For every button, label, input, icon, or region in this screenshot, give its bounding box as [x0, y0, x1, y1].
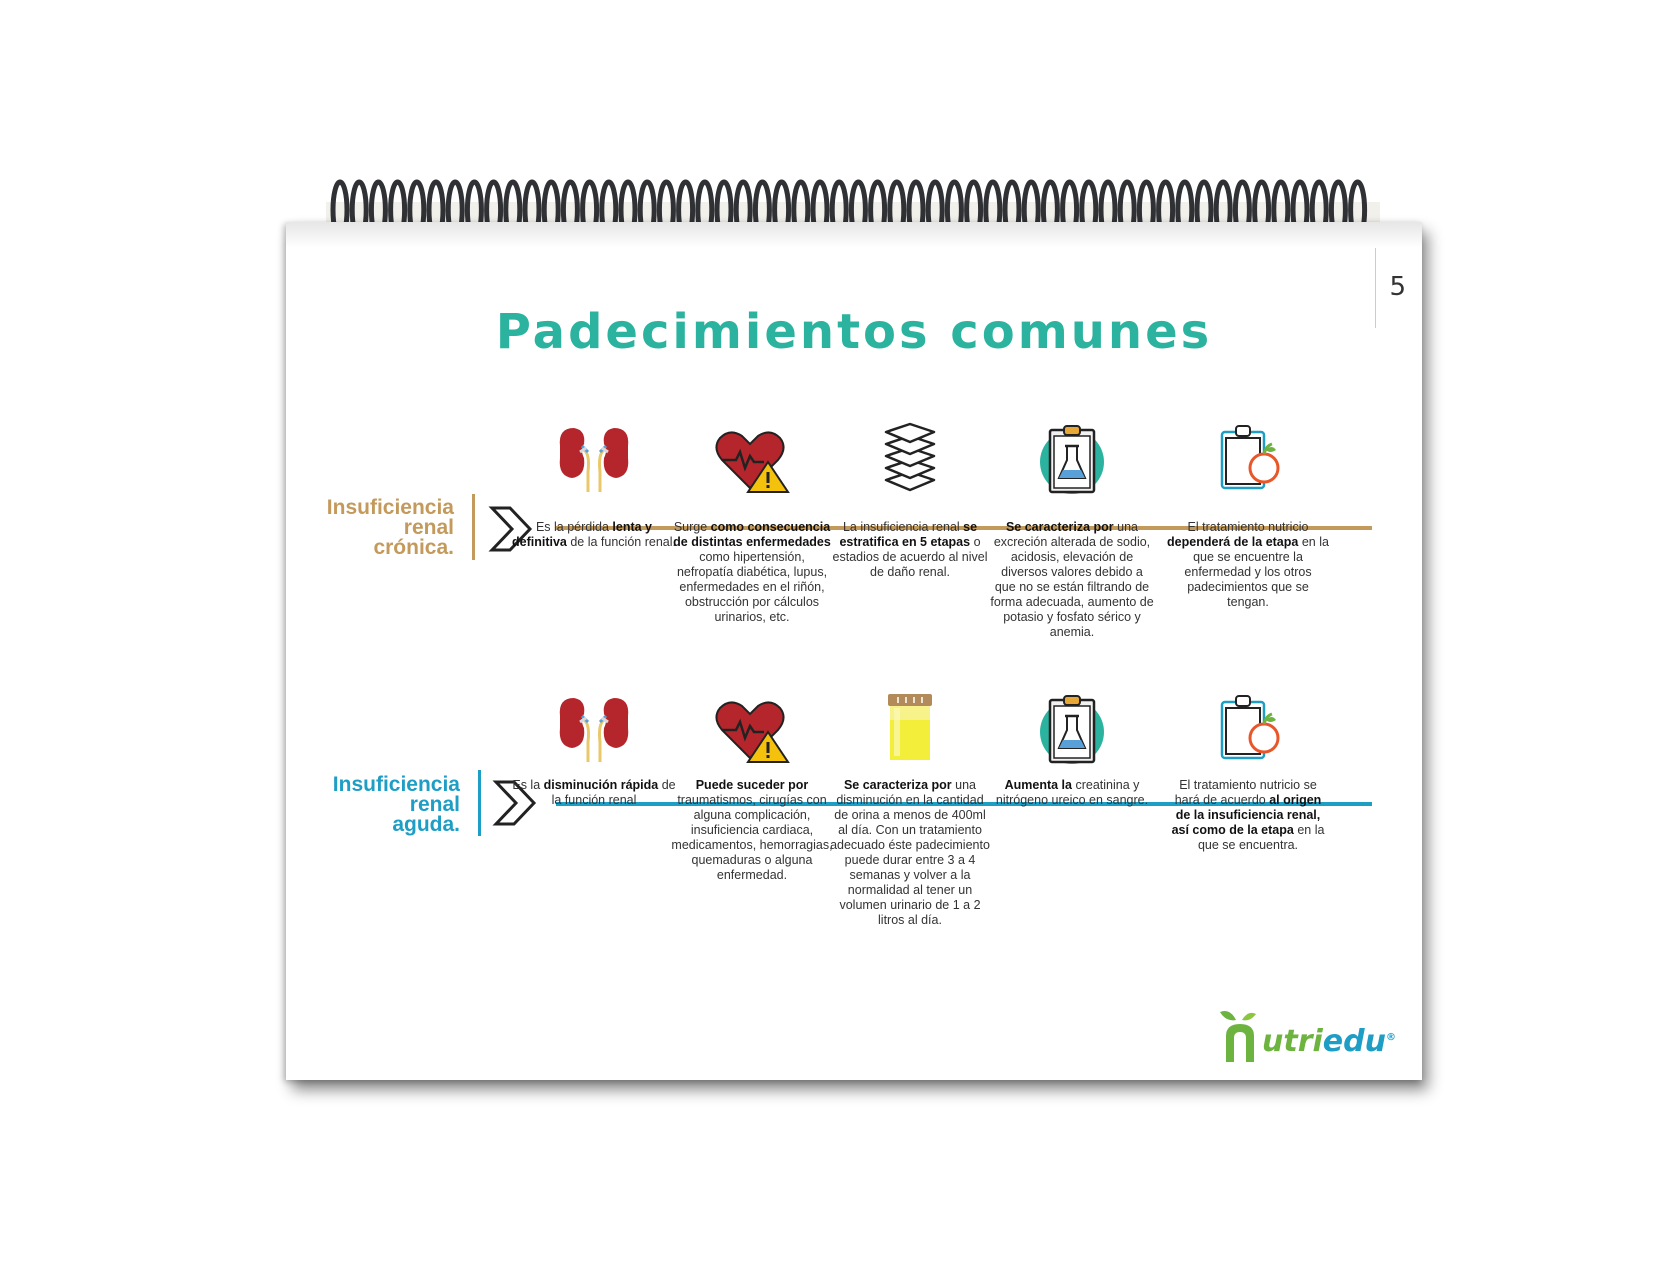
description-text: La insuficiencia renal: [842, 520, 964, 534]
clipboard-apple-icon: [1208, 692, 1288, 764]
kidneys-icon: [554, 692, 634, 764]
label-line: renal: [403, 516, 454, 539]
description-text: Es la: [512, 778, 544, 792]
condition-description: [670, 778, 834, 883]
description-text: de la función renal: [551, 778, 676, 807]
description-emphasis: disminución rápida: [543, 778, 659, 792]
section-divider-aguda: [478, 770, 481, 836]
description-text: como hipertensión, nefropatía diabética, lupus, enfermedades en el riñón, obstrucción por cálculos urinarios, etc.: [676, 550, 828, 624]
section-label-cronica: [310, 498, 454, 558]
description-text: una excreción alterada de sodio, acidosis, elevación de diversos valores debido a que no se están filtrando de forma adecuada, aumento de potasio y fosfato sérico y anemia.: [990, 520, 1154, 639]
condition-description: [990, 778, 1154, 808]
condition-description: [1166, 520, 1330, 610]
condition-description: [512, 520, 676, 550]
description-emphasis: Aumenta la: [1004, 778, 1072, 792]
condition-description: [1166, 778, 1330, 853]
page-number: 5: [1389, 272, 1406, 302]
description-text: traumatismos, cirugías con alguna complicación, insuficiencia cardiaca, medicamentos, hemorragias, quemaduras o alguna enfermedad.: [671, 793, 833, 882]
page-title: Padecimientos comunes: [495, 304, 1213, 360]
clipboard-flask-icon: [1032, 422, 1112, 494]
description-emphasis: Se caracteriza por: [1005, 520, 1114, 534]
description-text: o estadios de acuerdo al nivel de daño renal.: [832, 535, 988, 579]
description-text: en la que se encuentra.: [1197, 823, 1325, 852]
description-text: El tratamiento nutricio: [1187, 520, 1309, 534]
description-text: de la función renal.: [566, 535, 676, 549]
description-emphasis: Se caracteriza por: [843, 778, 952, 792]
registered-mark: ®: [1385, 1032, 1396, 1043]
description-emphasis: se estratifica en 5 etapas: [839, 520, 978, 549]
clipboard-flask-icon: [1032, 692, 1112, 764]
condition-description: [828, 778, 992, 928]
description-text: en la que se encuentre la enfermedad y los otros padecimientos que se tengan.: [1184, 535, 1329, 609]
nutriedu-logo: [1218, 1006, 1396, 1066]
description-emphasis: dependerá de la etapa: [1167, 535, 1299, 549]
description-text: El tratamiento nutricio se hará de acuerdo: [1174, 778, 1317, 807]
condition-description: [990, 520, 1154, 640]
description-text: creatinina y nitrógeno ureico en sangre.: [995, 778, 1149, 807]
description-text: Surge: [673, 520, 711, 534]
description-text: una disminución en la cantidad de orina a menos de 400ml al día. Con un tratamiento adecuado éste padecimiento puede durar entre 3 a 4 semanas y volver a la normalidad al tener un volumen urinario de 1 a 2 litros al día.: [830, 778, 990, 927]
condition-description: [512, 778, 676, 808]
heart-warning-icon: [712, 692, 792, 764]
section-divider-cronica: [472, 494, 475, 560]
description-emphasis: Puede suceder por: [695, 778, 809, 792]
label-line: renal: [409, 793, 460, 816]
description-emphasis: como consecuencia de distintas enfermedades: [673, 520, 831, 549]
heart-warning-icon: [712, 422, 792, 494]
kidneys-icon: [554, 422, 634, 494]
section-label-aguda: [310, 775, 460, 835]
layers-icon: [870, 422, 950, 494]
apple-logo-icon: [1218, 1006, 1268, 1066]
logo-text-utri: utri: [1262, 1024, 1323, 1059]
description-emphasis: lenta y definitiva: [512, 520, 653, 549]
condition-description: [828, 520, 992, 580]
urine-cup-icon: [870, 692, 950, 764]
page-top-edge: [286, 222, 1422, 248]
clipboard-apple-icon: [1208, 422, 1288, 494]
logo-text: [1262, 1024, 1396, 1059]
logo-text-edu: edu: [1322, 1024, 1386, 1059]
description-emphasis: al origen de la insuficiencia renal, así como de la etapa: [1171, 793, 1322, 837]
label-line: Insuficiencia: [332, 773, 460, 796]
label-line: aguda.: [392, 813, 460, 836]
description-text: Es la pérdida: [535, 520, 613, 534]
notebook-page: [286, 222, 1422, 1080]
label-line: crónica.: [373, 536, 454, 559]
condition-description: [670, 520, 834, 625]
label-line: Insuficiencia: [326, 496, 454, 519]
